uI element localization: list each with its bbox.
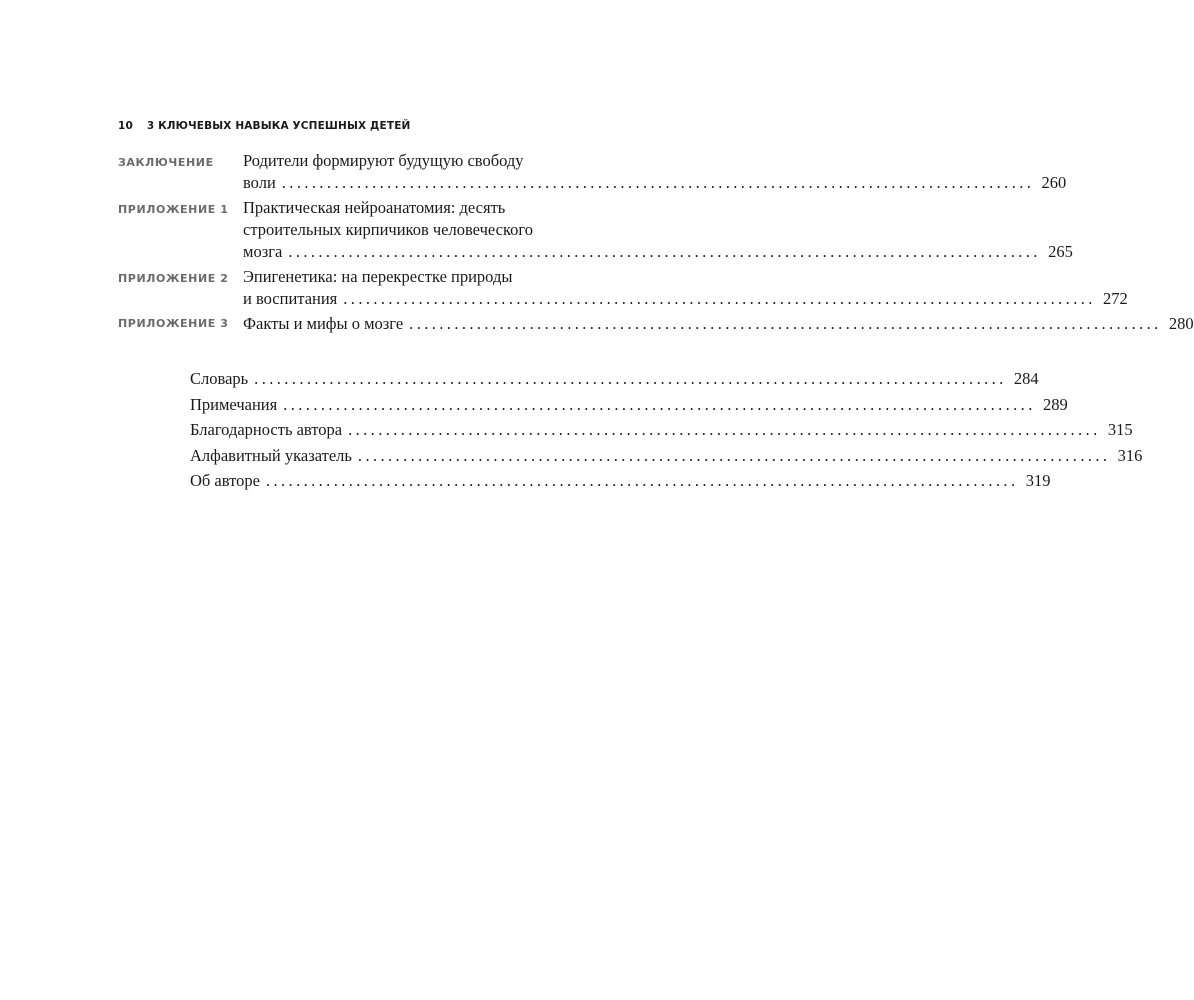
toc-entry-about-author[interactable]: [190, 468, 1051, 494]
toc-page-number: 315: [1107, 420, 1133, 439]
toc-entry-acknowledgements[interactable]: [190, 417, 1133, 443]
page-number: 10: [118, 120, 133, 132]
toc-entry-label: ПРИЛОЖЕНИЕ 2: [118, 272, 229, 285]
toc-entry-appendix-2[interactable]: [118, 266, 1128, 310]
toc-entry-title-line: строительных кирпичиков человеческого: [243, 220, 533, 239]
dot-leader: ....................................................................................................: [254, 369, 1007, 388]
toc-page-number: 316: [1117, 445, 1143, 465]
toc-page-number: 319: [1025, 471, 1051, 490]
toc-page-number: 260: [1041, 173, 1067, 192]
dot-leader: ....................................................................................................: [343, 289, 1096, 308]
toc-page-number: 265: [1048, 242, 1073, 261]
toc-entry-title-line: Факты и мифы о мозге: [243, 314, 404, 333]
toc-entry-title-line: мозга: [243, 242, 283, 261]
toc-page-number: 289: [1042, 394, 1068, 414]
toc-entry-title-line: Родители формируют будущую свободу: [243, 151, 524, 170]
toc-entry-label: ПРИЛОЖЕНИЕ 1: [118, 203, 229, 216]
dot-leader: ....................................................................................................: [283, 394, 1036, 414]
toc-entry-label: ЗАКЛЮЧЕНИЕ: [118, 156, 214, 169]
toc-entry-appendix-3[interactable]: [118, 313, 1194, 335]
toc-page-number: 280: [1168, 314, 1194, 333]
book-title: 3 КЛЮЧЕВЫХ НАВЫКА УСПЕШНЫХ ДЕТЕЙ: [146, 120, 411, 132]
toc-entry-title: Алфавитный указатель: [190, 445, 352, 465]
dot-leader: ....................................................................................................: [288, 242, 1041, 261]
back-matter-list: [190, 366, 1143, 494]
toc-entry-title: Примечания: [190, 394, 278, 414]
toc-entry-index[interactable]: [190, 443, 1143, 469]
toc-page-number: 284: [1013, 369, 1039, 388]
toc-entry-title-line: Практическая нейроанатомия: десять: [243, 198, 506, 217]
toc-entry-title-line: воли: [243, 173, 276, 192]
toc-entry-title: Словарь: [190, 369, 249, 388]
toc-entry-label: ПРИЛОЖЕНИЕ 3: [118, 317, 229, 330]
table-of-contents: [118, 150, 1194, 335]
toc-entry-title: Об авторе: [190, 471, 260, 490]
dot-leader: ....................................................................................................: [409, 314, 1162, 333]
dot-leader: ....................................................................................................: [357, 445, 1111, 465]
toc-entry-notes[interactable]: [190, 392, 1068, 418]
toc-entry-title: Благодарность автора: [190, 420, 343, 439]
toc-page-number: 272: [1103, 289, 1128, 308]
dot-leader: ....................................................................................................: [281, 173, 1035, 192]
toc-entry-conclusion[interactable]: [118, 150, 1067, 194]
toc-entry-title-line: Эпигенетика: на перекрестке природы: [243, 267, 513, 286]
dot-leader: ....................................................................................................: [348, 420, 1101, 439]
dot-leader: ....................................................................................................: [265, 471, 1019, 490]
toc-entry-appendix-1[interactable]: [118, 197, 1073, 263]
toc-entry-glossary[interactable]: [190, 366, 1039, 392]
running-head: [118, 120, 410, 132]
toc-entry-title-line: и воспитания: [243, 289, 338, 308]
